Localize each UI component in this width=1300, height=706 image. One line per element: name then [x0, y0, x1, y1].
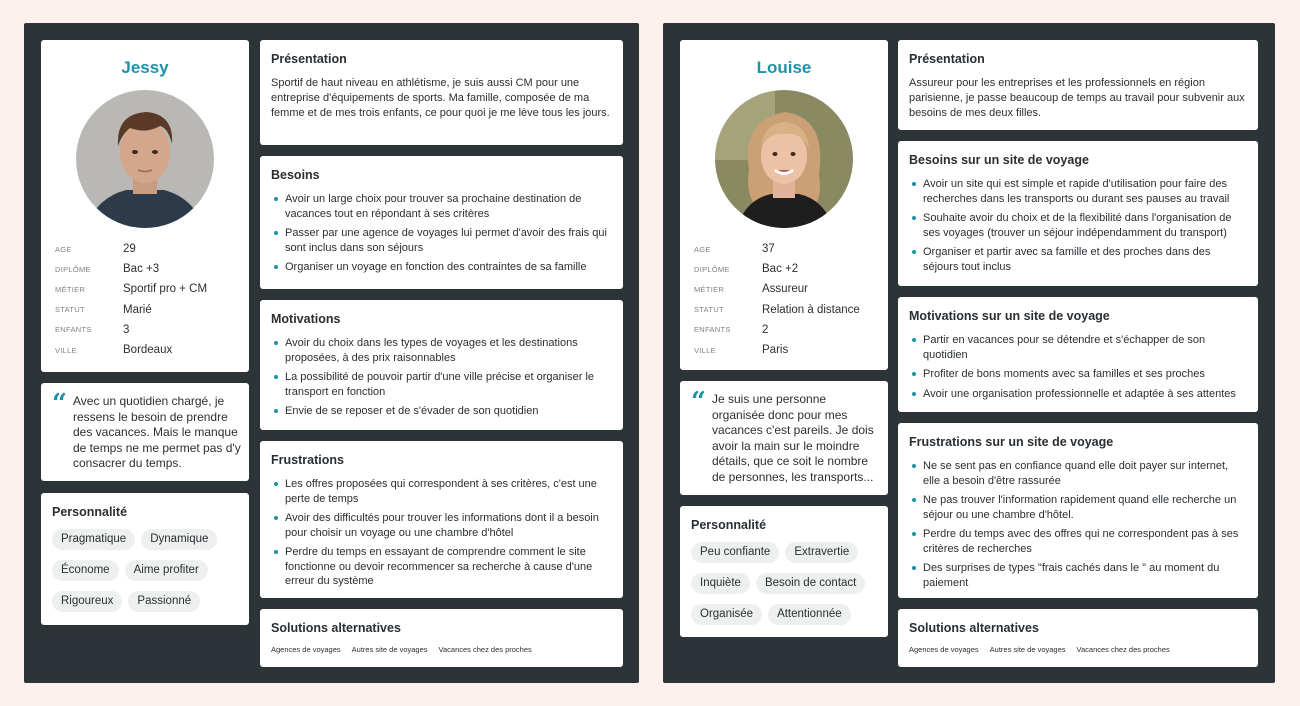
list-item: Perdre du temps avec des offres qui ne correspondent pas à ses critères de recherches	[909, 527, 1248, 556]
alternatives-title: Solutions alternatives	[909, 621, 1039, 635]
info-row-statut	[694, 300, 880, 320]
trait-list	[691, 542, 882, 625]
list-item: Perdre du temps en essayant de comprendre comment le site fonctionne ou devoir recommencer sa recherche à cause d'une erreur du système	[271, 545, 613, 589]
frustrations-title: Frustrations sur un site de voyage	[909, 435, 1114, 449]
quote-text: Je suis une personne organisée donc pour mes vacances c'est pareils. Je dois avoir la main sur le moindre détails, que ce soit le nombre de personnes, les transports...	[712, 392, 874, 484]
info-label: ENFANTS	[55, 325, 92, 335]
info-row-age	[55, 239, 241, 259]
info-label: AGE	[694, 244, 711, 254]
info-row-diplome	[694, 259, 880, 279]
list-item: Profiter de bons moments avec sa familles et ses proches	[909, 367, 1248, 382]
motivations-title: Motivations	[271, 312, 341, 326]
info-label: STATUT	[55, 305, 85, 315]
persona-name: Louise	[756, 58, 812, 77]
list-item: Passer par une agence de voyages lui permet d'avoir des frais qui sont inclus dans son séjours	[271, 226, 613, 255]
info-value: Relation à distance	[762, 303, 860, 316]
frustrations-list	[909, 459, 1248, 595]
frustrations-list	[271, 477, 613, 594]
trait-chip: Économe	[52, 560, 119, 581]
list-item: Organiser un voyage en fonction des contraintes de sa famille	[271, 260, 613, 275]
motivations-card	[898, 297, 1258, 412]
info-row-enfants	[694, 320, 880, 340]
quote-card	[41, 383, 249, 481]
alternative-item: Vacances chez des proches	[1076, 645, 1170, 654]
info-value: Paris	[762, 344, 789, 357]
info-label: ENFANTS	[694, 325, 731, 335]
list-item: Souhaite avoir du choix et de la flexibilité dans l'organisation de ses voyages (trouver un séjour indépendamment du transport)	[909, 211, 1248, 240]
alternatives-card	[898, 609, 1258, 667]
list-item: Ne se sent pas en confiance quand elle doit payer sur internet, elle a besoin d'être rassurée	[909, 459, 1248, 488]
trait-chip: Organisée	[691, 604, 762, 625]
alternative-item: Agences de voyages	[909, 645, 979, 654]
info-row-metier	[55, 279, 241, 299]
presentation-card	[260, 40, 623, 145]
trait-chip: Attentionnée	[768, 604, 851, 625]
info-label: STATUT	[694, 305, 724, 315]
quote-icon: “	[691, 387, 706, 417]
info-label: DIPLÔME	[55, 264, 91, 274]
list-item: Avoir un large choix pour trouver sa prochaine destination de vacances tout en répondant à ses critères	[271, 192, 613, 221]
info-value: 29	[123, 243, 136, 256]
info-label: VILLE	[55, 345, 77, 355]
alternative-item: Vacances chez des proches	[438, 645, 532, 654]
info-label: VILLE	[694, 345, 716, 355]
presentation-title: Présentation	[271, 52, 347, 66]
personality-title: Personnalité	[52, 505, 128, 519]
info-value: 37	[762, 243, 775, 256]
frustrations-card	[260, 441, 623, 598]
motivations-title: Motivations sur un site de voyage	[909, 309, 1110, 323]
info-label: MÉTIER	[694, 284, 725, 294]
info-row-age	[694, 239, 880, 259]
list-item: Avoir du choix dans les types de voyages et les destinations proposées, à des prix raisonnables	[271, 336, 613, 365]
info-label: MÉTIER	[55, 284, 86, 294]
persona-name: Jessy	[121, 58, 169, 77]
trait-chip: Passionné	[128, 591, 200, 612]
trait-chip: Peu confiante	[691, 542, 779, 563]
info-value: Bordeaux	[123, 344, 173, 357]
list-item: Organiser et partir avec sa famille et des proches dans des séjours tout inclus	[909, 245, 1248, 274]
list-item: Des surprises de types "frais cachés dans le " au moment du paiement	[909, 561, 1248, 590]
list-item: Avoir un site qui est simple et rapide d'utilisation pour faire des recherches dans les transports ou durant ses pauses au travail	[909, 177, 1248, 206]
trait-chip: Inquiète	[691, 573, 750, 594]
alternative-item: Agences de voyages	[271, 645, 341, 654]
info-value: 2	[762, 323, 769, 336]
trait-chip: Besoin de contact	[756, 573, 865, 594]
alternative-item: Autres site de voyages	[989, 645, 1066, 654]
info-value: Bac +3	[123, 263, 160, 276]
info-value: 3	[123, 323, 130, 336]
info-row-statut	[55, 300, 241, 320]
needs-title: Besoins	[271, 168, 320, 182]
quote-card	[680, 381, 888, 495]
info-row-metier	[694, 279, 880, 299]
list-item: Avoir des difficultés pour trouver les informations dont il a besoin pour choisir un voyage ou une chambre d'hôtel	[271, 511, 613, 540]
needs-title: Besoins sur un site de voyage	[909, 153, 1089, 167]
trait-chip: Dynamique	[141, 529, 217, 550]
motivations-list	[271, 336, 613, 424]
presentation-card	[898, 40, 1258, 130]
needs-card	[260, 156, 623, 289]
alternatives-title: Solutions alternatives	[271, 621, 401, 635]
info-table	[55, 239, 241, 360]
info-label: DIPLÔME	[694, 264, 730, 274]
woman-portrait-icon	[715, 90, 853, 228]
alternative-item: Autres site de voyages	[351, 645, 428, 654]
personality-card	[41, 493, 249, 625]
list-item: Envie de se reposer et de s'évader de son quotidien	[271, 404, 613, 419]
persona-panel-louise	[663, 23, 1275, 683]
needs-list	[271, 192, 613, 280]
trait-chip: Rigoureux	[52, 591, 122, 612]
alternatives-card	[260, 609, 623, 667]
man-portrait-icon	[76, 90, 214, 228]
info-table	[694, 239, 880, 360]
presentation-text: Sportif de haut niveau en athlétisme, je suis aussi CM pour une entreprise d'équipements de sports. Ma famille, composée de ma femme et de mes trois enfants, ce pour quoi je me lève tous les jours.	[271, 77, 610, 119]
alternatives-list	[909, 645, 1170, 654]
motivations-card	[260, 300, 623, 430]
info-row-ville	[694, 340, 880, 360]
needs-list	[909, 177, 1248, 279]
presentation-text: Assureur pour les entreprises et les professionnels en région parisienne, je passe beaucoup de temps au travail pour subvenir aux besoins de mes deux filles.	[909, 77, 1245, 119]
alternatives-list	[271, 645, 532, 654]
frustrations-card	[898, 423, 1258, 598]
info-value: Marié	[123, 303, 152, 316]
motivations-list	[909, 333, 1248, 406]
trait-chip: Aime profiter	[125, 560, 208, 581]
info-label: AGE	[55, 244, 72, 254]
list-item: Avoir une organisation professionnelle et adaptée à ses attentes	[909, 387, 1248, 402]
personality-title: Personnalité	[691, 518, 767, 532]
list-item: Partir en vacances pour se détendre et s'échapper de son quotidien	[909, 333, 1248, 362]
trait-list	[52, 529, 243, 612]
info-row-diplome	[55, 259, 241, 279]
profile-card	[680, 40, 888, 370]
info-value: Sportif pro + CM	[123, 283, 208, 296]
profile-card	[41, 40, 249, 372]
quote-icon: “	[52, 389, 67, 419]
personality-card	[680, 506, 888, 637]
info-row-ville	[55, 340, 241, 360]
trait-chip: Extravertie	[785, 542, 858, 563]
info-value: Assureur	[762, 283, 809, 296]
info-value: Bac +2	[762, 263, 799, 276]
quote-text: Avec un quotidien chargé, je ressens le besoin de prendre des vacances. Mais le manque de temps ne me permet pas d'y consacrer du temps.	[73, 394, 241, 470]
list-item: Ne pas trouver l'information rapidement quand elle recherche un séjour ou une chambre d'hôtel.	[909, 493, 1248, 522]
persona-panel-jessy	[24, 23, 639, 683]
presentation-title: Présentation	[909, 52, 985, 66]
info-row-enfants	[55, 320, 241, 340]
frustrations-title: Frustrations	[271, 453, 344, 467]
trait-chip: Pragmatique	[52, 529, 135, 550]
list-item: La possibilité de pouvoir partir d'une ville précise et organiser le transport en fonction	[271, 370, 613, 399]
list-item: Les offres proposées qui correspondent à ses critères, c'est une perte de temps	[271, 477, 613, 506]
needs-card	[898, 141, 1258, 286]
